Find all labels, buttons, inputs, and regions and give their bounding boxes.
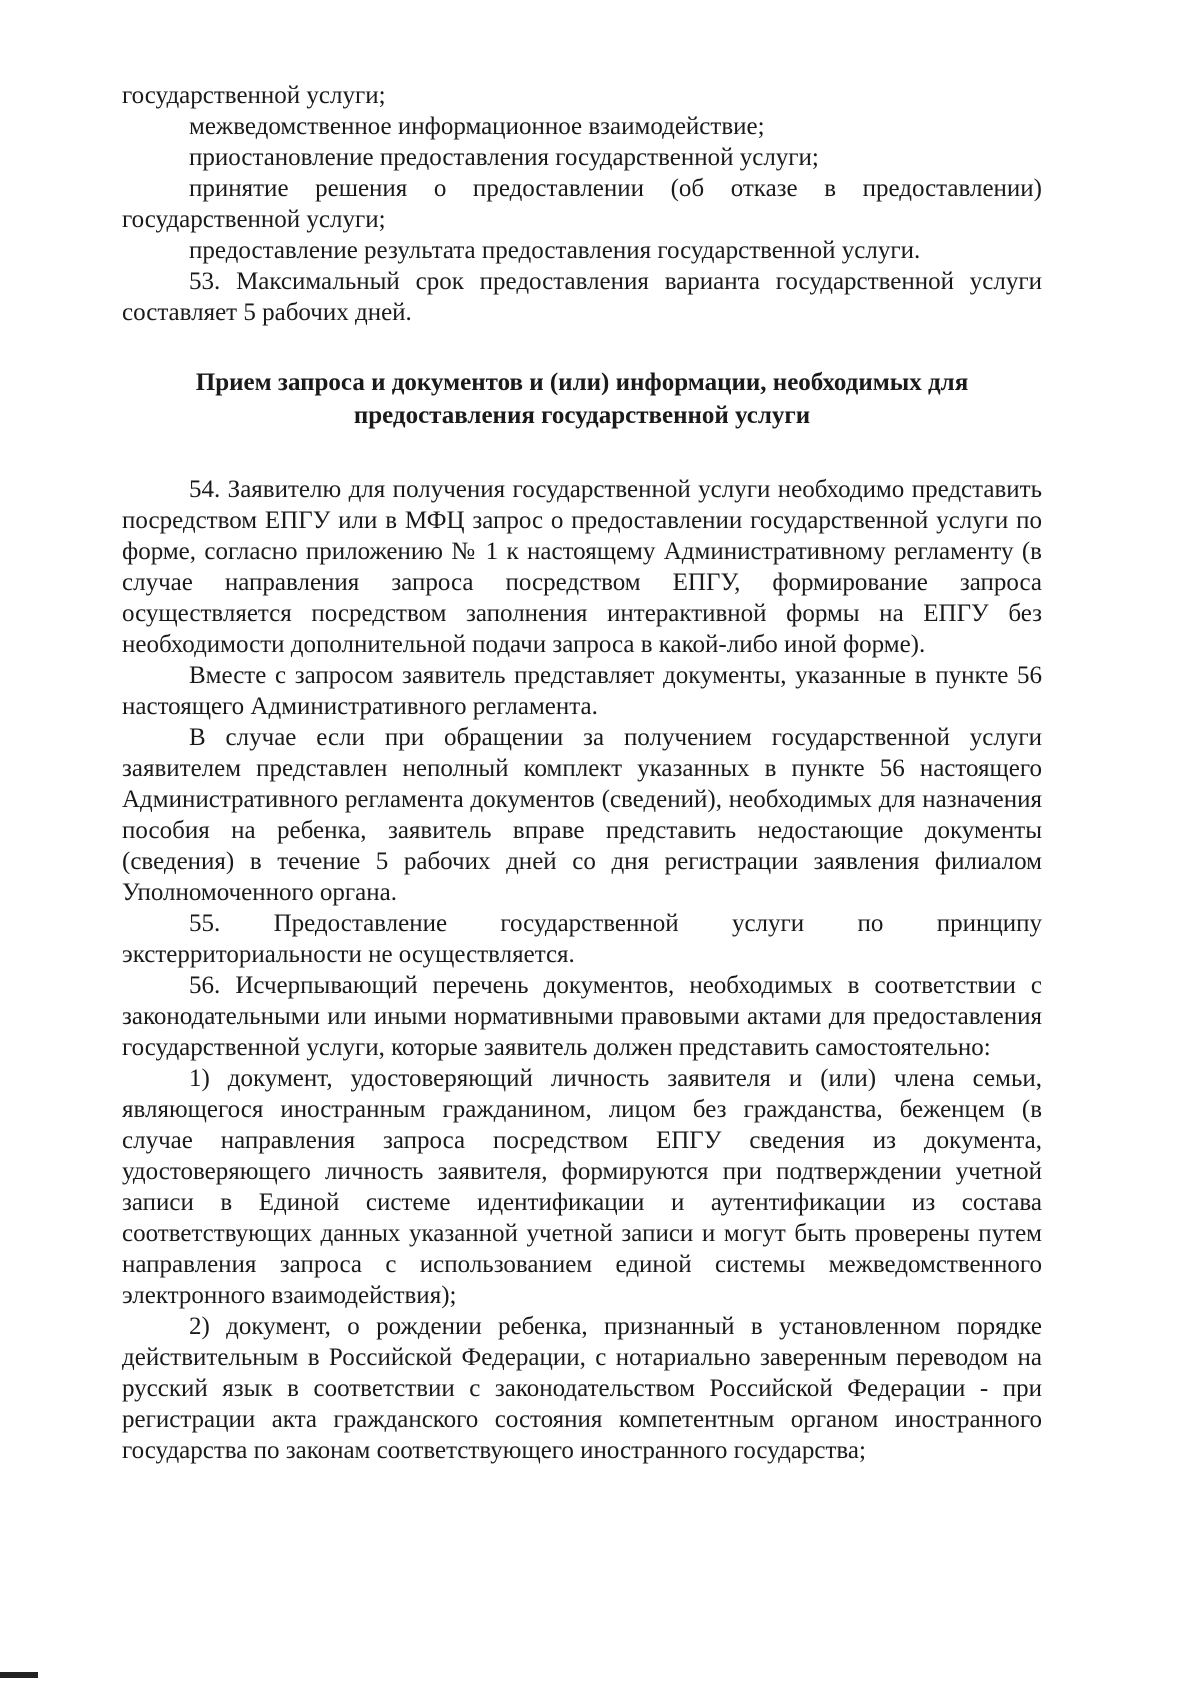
- paragraph-incomplete: В случае если при обращении за получением государственной услуги заявителем представлен неполный комплект указанных в пункте 56 настоящего Административного регламента документов (сведений), необходимых для назначения пособия на ребенка, заявитель вправе представить недостающие документы (сведения) в течение 5 рабочих дней со дня регистрации заявления филиалом Уполномоченного органа.: [122, 724, 1042, 906]
- intro-line-4: принятие решения о предоставлении (об отказе в предоставлении) государственной услуги;: [122, 175, 1042, 233]
- intro-line-3: приостановление предоставления государственной услуги;: [189, 144, 819, 171]
- intro-line-5: предоставление результата предоставления государственной услуги.: [189, 237, 921, 264]
- paragraph-54: 54. Заявителю для получения государственной услуги необходимо представить посредством ЕПГУ или в МФЦ запрос о предоставлении государственной услуги по форме, согласно приложению № 1 к настоящему Административному регламенту (в случае направления запроса посредством ЕПГУ, формирование запроса осуществляется посредством заполнения интерактивной формы на ЕПГУ без необходимости дополнительной подачи запроса в какой-либо иной форме).: [122, 476, 1042, 658]
- list-item-2: 2) документ, о рождении ребенка, признанный в установленном порядке действительным в Российской Федерации, с нотариально заверенным переводом на русский язык в соответствии с законодательством Российской Федерации - при регистрации акта гражданского состояния компетентным органом иностранного государства по законам соответствующего иностранного государства;: [122, 1313, 1042, 1464]
- paragraph-together: Вместе с запросом заявитель представляет документы, указанные в пункте 56 настоящего Административного регламента.: [122, 662, 1042, 720]
- section-heading: Прием запроса и документов и (или) информации, необходимых для предоставления государственной услуги: [195, 369, 969, 429]
- scan-edge-mark: [0, 1672, 38, 1678]
- paragraph-53: 53. Максимальный срок предоставления варианта государственной услуги составляет 5 рабочих дней.: [122, 268, 1042, 326]
- paragraph-55: 55. Предоставление государственной услуги по принципу экстерриториальности не осуществляется.: [122, 910, 1042, 968]
- paragraph-56: 56. Исчерпывающий перечень документов, необходимых в соответствии с законодательными или иными нормативными правовыми актами для предоставления государственной услуги, которые заявитель должен представить самостоятельно:: [122, 972, 1042, 1061]
- document-page: [122, 80, 1042, 1466]
- list-item-1: 1) документ, удостоверяющий личность заявителя и (или) члена семьи, являющегося иностранным гражданином, лицом без гражданства, беженцем (в случае направления запроса посредством ЕПГУ сведения из документа, удостоверяющего личность заявителя, формируются при подтверждении учетной записи в Единой системе идентификации и аутентификации из состава соответствующих данных указанной учетной записи и могут быть проверены путем направления запроса с использованием единой системы межведомственного электронного взаимодействия);: [122, 1065, 1042, 1309]
- intro-line-2: межведомственное информационное взаимодействие;: [189, 113, 765, 140]
- intro-line-1: государственной услуги;: [122, 82, 386, 109]
